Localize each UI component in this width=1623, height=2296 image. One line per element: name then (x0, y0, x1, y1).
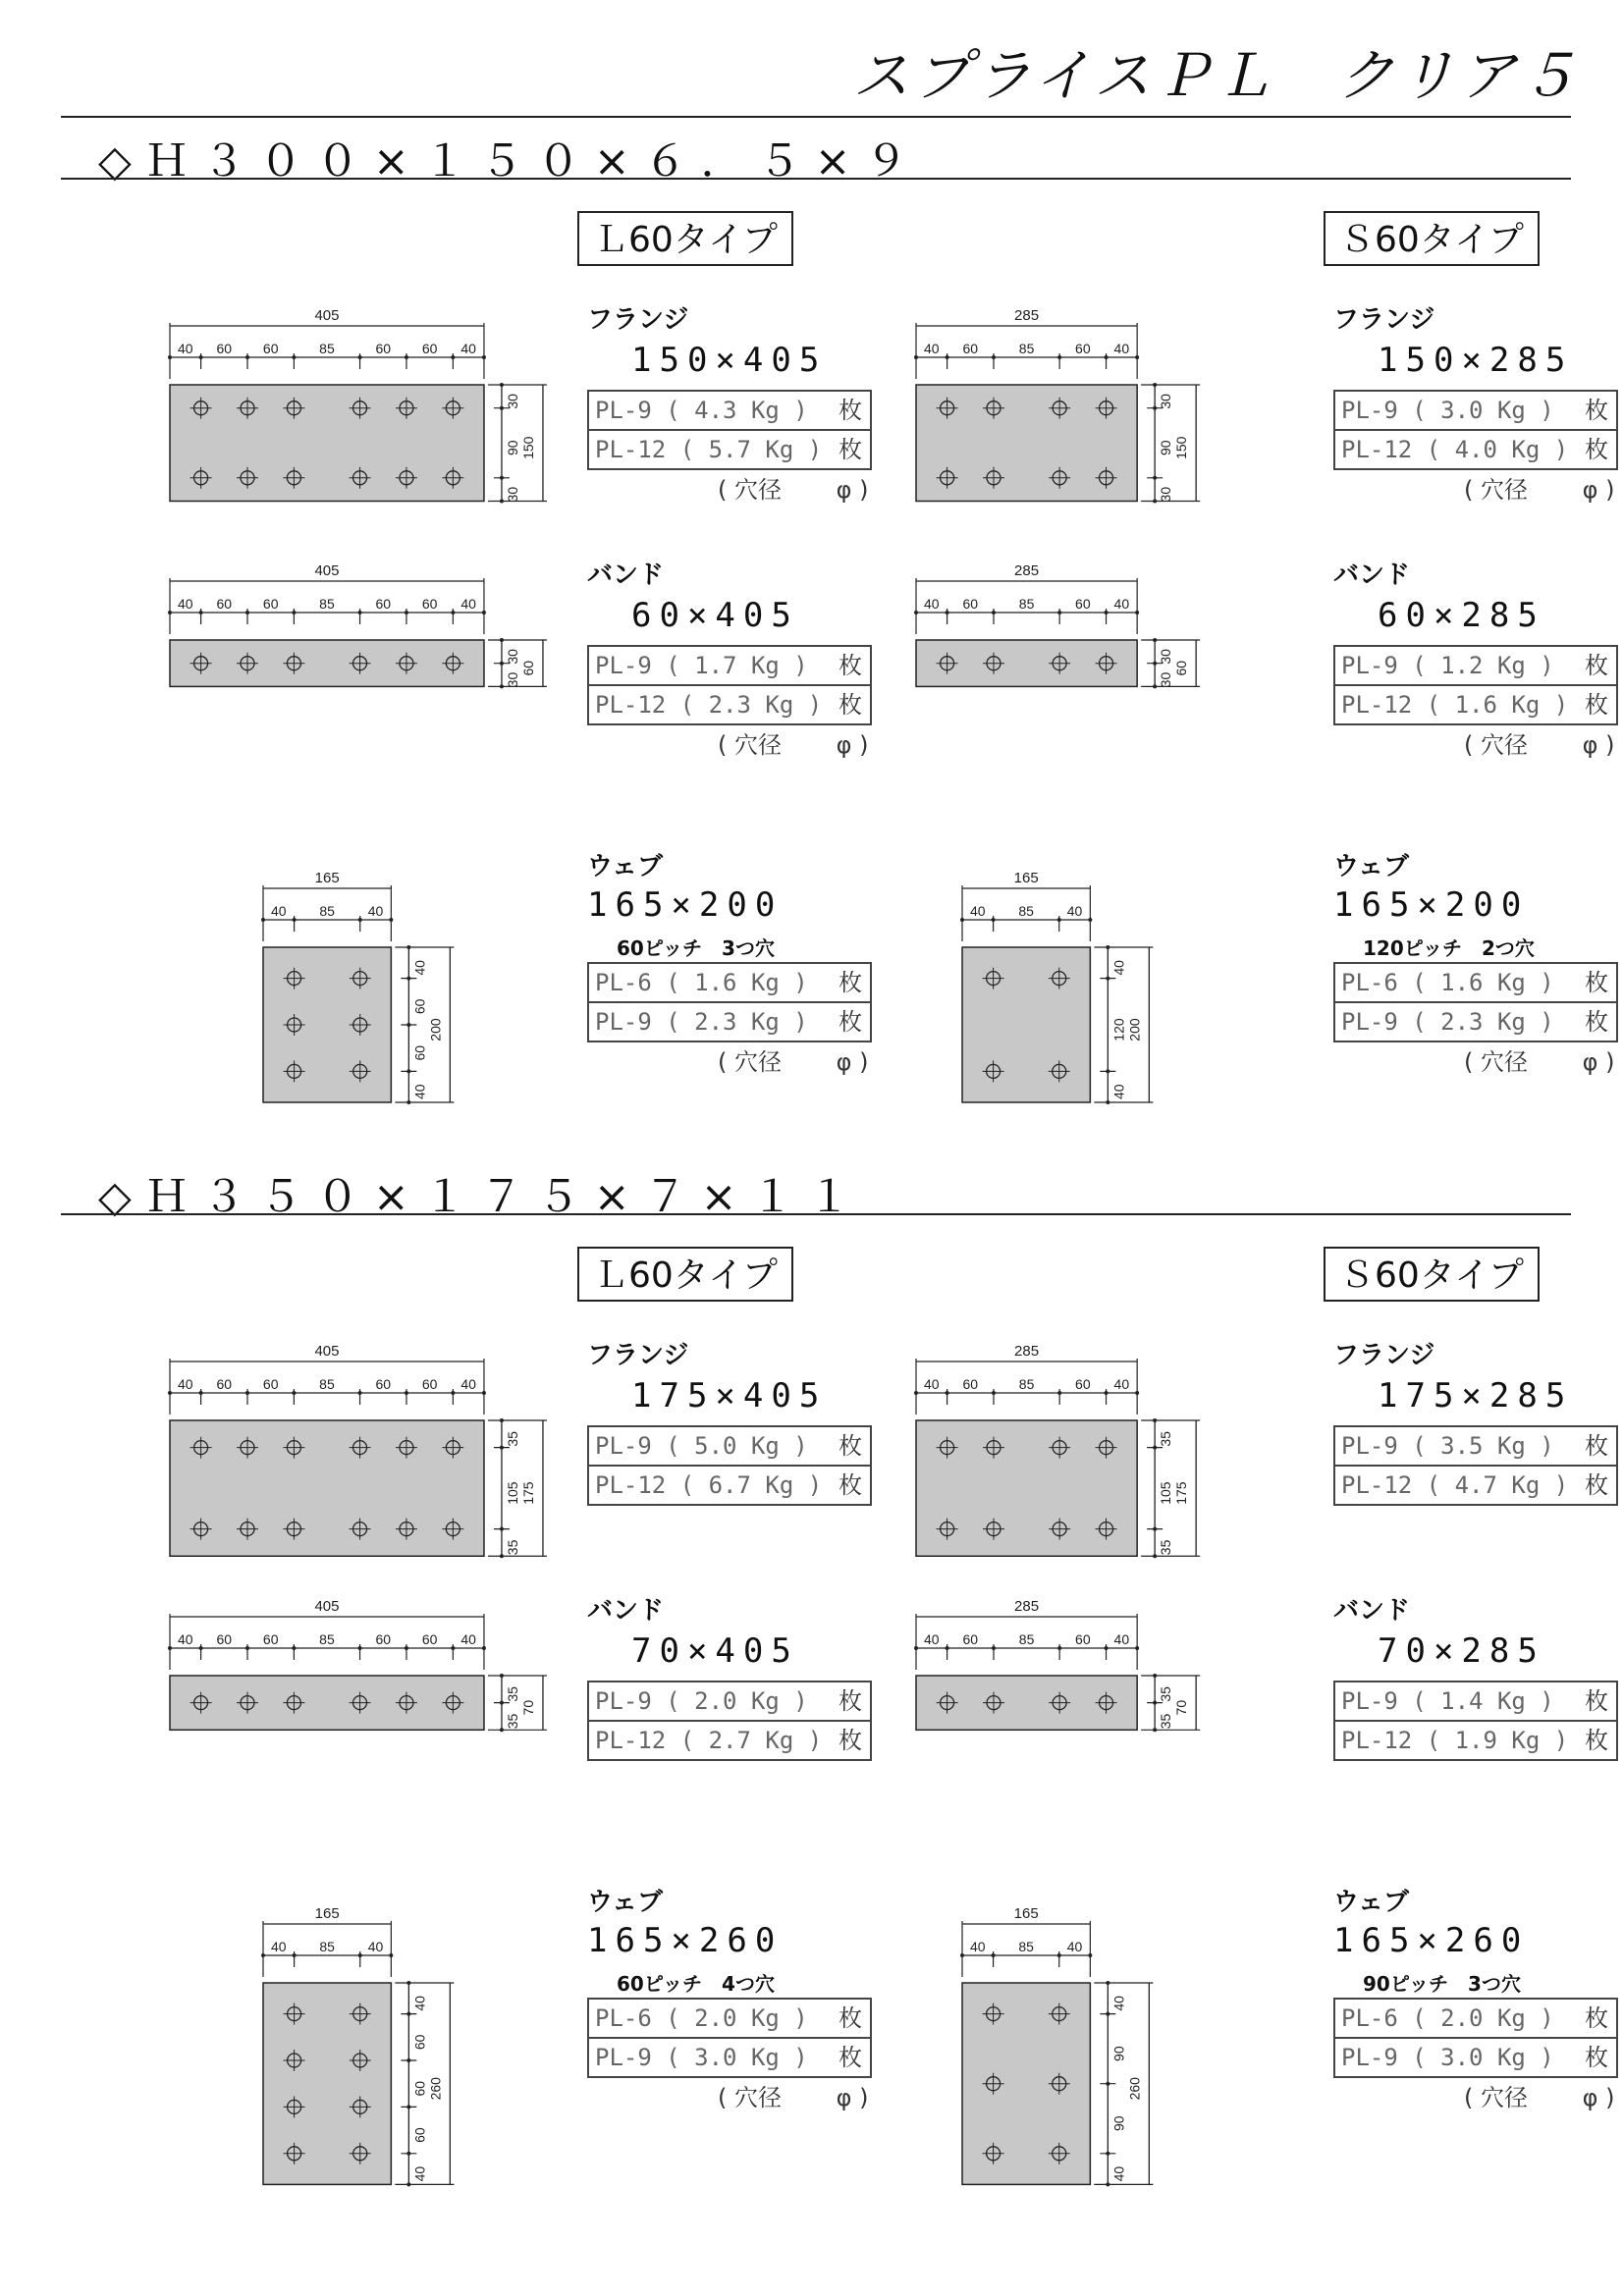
type-box: Ｓ60タイプ (1324, 211, 1540, 266)
dimension-label: 60 (962, 596, 979, 612)
overall-dimension: 60 (1173, 660, 1190, 676)
dimension-label: 30 (504, 649, 520, 665)
hole-pitch: 60ピッチ 4つ穴 (617, 1972, 775, 1996)
dimension-node (1106, 2152, 1109, 2156)
dimension-node (992, 1953, 996, 1957)
dimension-label: 85 (1018, 1631, 1035, 1647)
dimension-label: 60 (421, 596, 438, 612)
dimension-label: 40 (1110, 1084, 1127, 1099)
dimension-label: 30 (504, 486, 520, 503)
page-title: スプライスＰＬ クリア５ (852, 42, 1581, 109)
dimension-label: 60 (375, 1376, 392, 1392)
dimension-node (1106, 2082, 1109, 2086)
overall-dimension: 150 (1173, 436, 1190, 459)
dimension-label: 35 (504, 1431, 520, 1447)
sheet-count-unit: 枚 (1585, 436, 1608, 463)
sheet-count-unit: 枚 (1585, 1008, 1608, 1036)
dimension-label: 120 (1110, 1018, 1127, 1041)
overall-dimension: 70 (1173, 1699, 1190, 1716)
dimension-node (1088, 1953, 1092, 1957)
hole-diameter: ( 穴径 φ ) (1464, 731, 1615, 759)
dimension-label: 40 (1066, 1939, 1083, 1954)
sheet-count-unit: 枚 (839, 652, 862, 679)
dimension-label: 40 (1113, 596, 1130, 612)
part-name: バンド (587, 1596, 665, 1626)
part-name: フランジ (1333, 1341, 1435, 1370)
plate-spec: PL-12 ( 6.7 Kg ) (595, 1471, 823, 1499)
part-size: 165×260 (1333, 1921, 1530, 1960)
dimension-label: 35 (504, 1686, 520, 1702)
part-size: 60×405 (631, 596, 799, 635)
hole-diameter: ( 穴径 φ ) (718, 1048, 869, 1076)
plate-spec: PL-9 ( 2.0 Kg ) (595, 1687, 808, 1715)
plate-spec: PL-12 ( 1.9 Kg ) (1341, 1727, 1569, 1754)
dimension-label: 60 (1075, 596, 1091, 612)
dimension-node (1057, 1953, 1061, 1957)
dimension-label: 40 (178, 1631, 193, 1647)
part-size: 70×405 (631, 1631, 799, 1671)
dimension-label: 85 (319, 596, 335, 612)
dimension-label: 30 (504, 671, 520, 688)
steel-plate (962, 1983, 1090, 2184)
hole-diameter: ( 穴径 φ ) (718, 2084, 869, 2111)
part-name: ウェブ (1333, 852, 1409, 881)
dimension-label: 85 (319, 341, 335, 356)
dimension-label: 60 (421, 1376, 438, 1392)
plate-spec: PL-6 ( 2.0 Kg ) (1341, 2004, 1554, 2032)
plate-spec: PL-6 ( 1.6 Kg ) (1341, 969, 1554, 996)
dimension-label: 40 (271, 1939, 287, 1954)
hole-diameter: ( 穴径 φ ) (1464, 2084, 1615, 2111)
dimension-label: 60 (375, 341, 392, 356)
overall-dimension: 405 (314, 1343, 340, 1360)
part-size: 60×285 (1378, 596, 1545, 635)
overall-dimension: 285 (1014, 1598, 1040, 1615)
dimension-label: 40 (1110, 960, 1127, 976)
plate-spec: PL-9 ( 3.0 Kg ) (1341, 397, 1554, 424)
dimension-label: 40 (367, 903, 384, 919)
dimension-label: 85 (1018, 903, 1034, 919)
section-title: ◇Ｈ３００×１５０×６．５×９ (98, 136, 922, 187)
overall-dimension: 405 (314, 562, 340, 579)
dimension-label: 40 (411, 1084, 428, 1099)
hole-pitch: 60ピッチ 3つ穴 (617, 936, 775, 960)
dimension-label: 40 (970, 1939, 986, 1954)
plate-spec: PL-9 ( 3.0 Kg ) (595, 2044, 808, 2071)
plate-spec: PL-6 ( 1.6 Kg ) (595, 969, 808, 996)
dimension-label: 60 (962, 341, 979, 356)
dimension-label: 35 (504, 1539, 520, 1556)
part-size: 175×285 (1378, 1376, 1574, 1415)
type-box: Ｌ60タイプ (577, 1247, 793, 1302)
sheet-count-unit: 枚 (1585, 652, 1608, 679)
dimension-label: 30 (1158, 649, 1174, 665)
dimension-label: 35 (1158, 1539, 1174, 1556)
sheet-count-unit: 枚 (1585, 1687, 1608, 1715)
overall-dimension: 70 (519, 1699, 536, 1716)
overall-dimension: 405 (314, 1598, 340, 1615)
plate-spec: PL-12 ( 4.0 Kg ) (1341, 436, 1569, 463)
type-box: Ｌ60タイプ (577, 211, 793, 266)
dimension-label: 60 (216, 1631, 233, 1647)
dimension-label: 40 (411, 960, 428, 976)
dimension-label: 30 (1158, 671, 1174, 688)
plate-spec: PL-12 ( 2.3 Kg ) (595, 691, 823, 719)
part-size: 150×285 (1378, 341, 1574, 380)
type-box: Ｓ60タイプ (1324, 1247, 1540, 1302)
dimension-label: 60 (262, 596, 279, 612)
dimension-label: 30 (1158, 394, 1174, 409)
dimension-label: 85 (1018, 596, 1035, 612)
sheet-count-unit: 枚 (1585, 397, 1608, 424)
sheet-count-unit: 枚 (839, 2004, 862, 2032)
sheet-count-unit: 枚 (839, 1432, 862, 1460)
dimension-label: 85 (1018, 341, 1035, 356)
hole-pitch: 120ピッチ 2つ穴 (1363, 936, 1535, 960)
dimension-label: 90 (1110, 2115, 1127, 2132)
hole-pitch: 90ピッチ 3つ穴 (1363, 1972, 1521, 1996)
dimension-label: 35 (1158, 1713, 1174, 1730)
part-size: 165×200 (587, 885, 784, 925)
plate-spec: PL-9 ( 5.0 Kg ) (595, 1432, 808, 1460)
part-name: フランジ (587, 305, 689, 335)
sheet-count-unit: 枚 (839, 1727, 862, 1754)
dimension-label: 60 (411, 1044, 428, 1061)
dimension-label: 60 (411, 998, 428, 1015)
dimension-label: 40 (460, 1631, 476, 1647)
sheet-count-unit: 枚 (1585, 1727, 1608, 1754)
hole-diameter: ( 穴径 φ ) (1464, 476, 1615, 504)
part-name: ウェブ (587, 852, 663, 881)
overall-dimension: 175 (519, 1481, 536, 1505)
plate-spec: PL-6 ( 2.0 Kg ) (595, 2004, 808, 2032)
sheet-count-unit: 枚 (1585, 1471, 1608, 1499)
sheet-count-unit: 枚 (839, 691, 862, 719)
plate-spec: PL-9 ( 1.2 Kg ) (1341, 652, 1554, 679)
dimension-label: 60 (411, 2080, 428, 2097)
dimension-label: 60 (962, 1631, 979, 1647)
overall-dimension: 285 (1014, 562, 1040, 579)
plate-spec: PL-12 ( 2.7 Kg ) (595, 1727, 823, 1754)
overall-dimension: 405 (314, 307, 340, 324)
dimension-label: 60 (1075, 1631, 1091, 1647)
dimension-label: 40 (1113, 341, 1130, 356)
dimension-label: 90 (1158, 440, 1174, 456)
dimension-label: 40 (924, 1376, 940, 1392)
section-title: ◇Ｈ３５０×１７５×７×１１ (98, 1172, 865, 1222)
overall-dimension: 260 (427, 2077, 444, 2101)
part-name: ウェブ (587, 1888, 663, 1917)
overall-dimension: 165 (314, 1905, 340, 1922)
sheet-count-unit: 枚 (1585, 2044, 1608, 2071)
dimension-label: 40 (1066, 903, 1083, 919)
dimension-node (1106, 2012, 1109, 2016)
plate-spec: PL-9 ( 3.0 Kg ) (1341, 2044, 1554, 2071)
dimension-label: 60 (262, 1376, 279, 1392)
dimension-label: 30 (1158, 486, 1174, 503)
plate-spec: PL-9 ( 1.7 Kg ) (595, 652, 808, 679)
plate-spec: PL-9 ( 3.5 Kg ) (1341, 1432, 1554, 1460)
dimension-label: 35 (1158, 1686, 1174, 1702)
sheet-count-unit: 枚 (1585, 691, 1608, 719)
dimension-node (1106, 1981, 1109, 1985)
dimension-label: 40 (924, 1631, 940, 1647)
part-size: 150×405 (631, 341, 828, 380)
plate-spec: PL-12 ( 4.7 Kg ) (1341, 1471, 1569, 1499)
dimension-label: 40 (178, 341, 193, 356)
dimension-label: 40 (1113, 1376, 1130, 1392)
part-name: バンド (1333, 1596, 1411, 1626)
overall-dimension: 285 (1014, 307, 1040, 324)
dimension-label: 85 (319, 1631, 335, 1647)
part-name: ウェブ (1333, 1888, 1409, 1917)
dimension-label: 85 (319, 1939, 335, 1954)
dimension-label: 60 (421, 1631, 438, 1647)
dimension-label: 40 (924, 341, 940, 356)
sheet-count-unit: 枚 (839, 2044, 862, 2071)
part-size: 70×285 (1378, 1631, 1545, 1671)
dimension-label: 40 (367, 1939, 384, 1954)
overall-dimension: 150 (519, 436, 536, 459)
dimension-label: 60 (411, 2034, 428, 2051)
sheet-count-unit: 枚 (839, 436, 862, 463)
dimension-label: 90 (504, 440, 520, 456)
dimension-label: 40 (460, 596, 476, 612)
sheet-count-unit: 枚 (839, 397, 862, 424)
dimension-label: 60 (216, 596, 233, 612)
overall-dimension: 175 (1173, 1481, 1190, 1505)
dimension-label: 60 (1075, 1376, 1091, 1392)
dimension-label: 60 (962, 1376, 979, 1392)
sheet-count-unit: 枚 (839, 969, 862, 996)
dimension-label: 40 (178, 1376, 193, 1392)
dimension-label: 105 (504, 1481, 520, 1505)
dimension-label: 40 (1110, 1996, 1127, 2011)
sheet-count-unit: 枚 (1585, 969, 1608, 996)
part-size: 165×260 (587, 1921, 784, 1960)
overall-dimension: 60 (519, 660, 536, 676)
dimension-label: 40 (460, 1376, 476, 1392)
overall-dimension: 165 (1013, 870, 1039, 886)
dimension-node (960, 1953, 964, 1957)
dimension-label: 40 (1113, 1631, 1130, 1647)
part-size: 165×200 (1333, 885, 1530, 925)
sheet-count-unit: 枚 (1585, 2004, 1608, 2032)
dimension-label: 60 (1075, 341, 1091, 356)
plate-spec: PL-9 ( 1.4 Kg ) (1341, 1687, 1554, 1715)
dimension-label: 35 (1158, 1431, 1174, 1447)
dimension-label: 40 (271, 903, 287, 919)
plate-spec: PL-9 ( 4.3 Kg ) (595, 397, 808, 424)
dimension-label: 30 (504, 394, 520, 409)
hole-diameter: ( 穴径 φ ) (1464, 1048, 1615, 1076)
part-name: バンド (1333, 561, 1411, 590)
sheet-count-unit: 枚 (839, 1687, 862, 1715)
dimension-label: 60 (262, 1631, 279, 1647)
dimension-label: 40 (1110, 2165, 1127, 2182)
dimension-label: 85 (1018, 1939, 1034, 1954)
dimension-label: 40 (460, 341, 476, 356)
part-name: フランジ (587, 1341, 689, 1370)
dimension-label: 60 (411, 2127, 428, 2143)
overall-dimension: 165 (1013, 1905, 1039, 1922)
dimension-label: 40 (970, 903, 986, 919)
plate-spec: PL-9 ( 2.3 Kg ) (1341, 1008, 1554, 1036)
plate-spec: PL-9 ( 2.3 Kg ) (595, 1008, 808, 1036)
dimension-node (1106, 2182, 1109, 2186)
overall-dimension: 200 (427, 1018, 444, 1041)
dimension-label: 60 (421, 341, 438, 356)
dimension-label: 90 (1110, 2046, 1127, 2061)
dimension-label: 60 (262, 341, 279, 356)
dimension-label: 40 (411, 2165, 428, 2182)
dimension-label: 85 (1018, 1376, 1035, 1392)
hole-diameter: ( 穴径 φ ) (718, 476, 869, 504)
dimension-label: 40 (178, 596, 193, 612)
part-name: バンド (587, 561, 665, 590)
dimension-label: 60 (375, 1631, 392, 1647)
sheet-count-unit: 枚 (839, 1471, 862, 1499)
hole-diameter: ( 穴径 φ ) (718, 731, 869, 759)
dimension-label: 85 (319, 1376, 335, 1392)
overall-dimension: 200 (1126, 1018, 1143, 1041)
dimension-label: 60 (216, 341, 233, 356)
plate-spec: PL-12 ( 1.6 Kg ) (1341, 691, 1569, 719)
overall-dimension: 165 (314, 870, 340, 886)
overall-dimension: 260 (1126, 2077, 1143, 2101)
sheet-count-unit: 枚 (1585, 1432, 1608, 1460)
dimension-label: 40 (924, 596, 940, 612)
dimension-label: 40 (411, 1996, 428, 2011)
dimension-label: 105 (1158, 1481, 1174, 1505)
overall-dimension: 285 (1014, 1343, 1040, 1360)
sheet-count-unit: 枚 (839, 1008, 862, 1036)
dimension-label: 85 (319, 903, 335, 919)
part-name: フランジ (1333, 305, 1435, 335)
dimension-label: 35 (504, 1713, 520, 1730)
dimension-label: 60 (216, 1376, 233, 1392)
plate-spec: PL-12 ( 5.7 Kg ) (595, 436, 823, 463)
part-size: 175×405 (631, 1376, 828, 1415)
dimension-label: 60 (375, 596, 392, 612)
